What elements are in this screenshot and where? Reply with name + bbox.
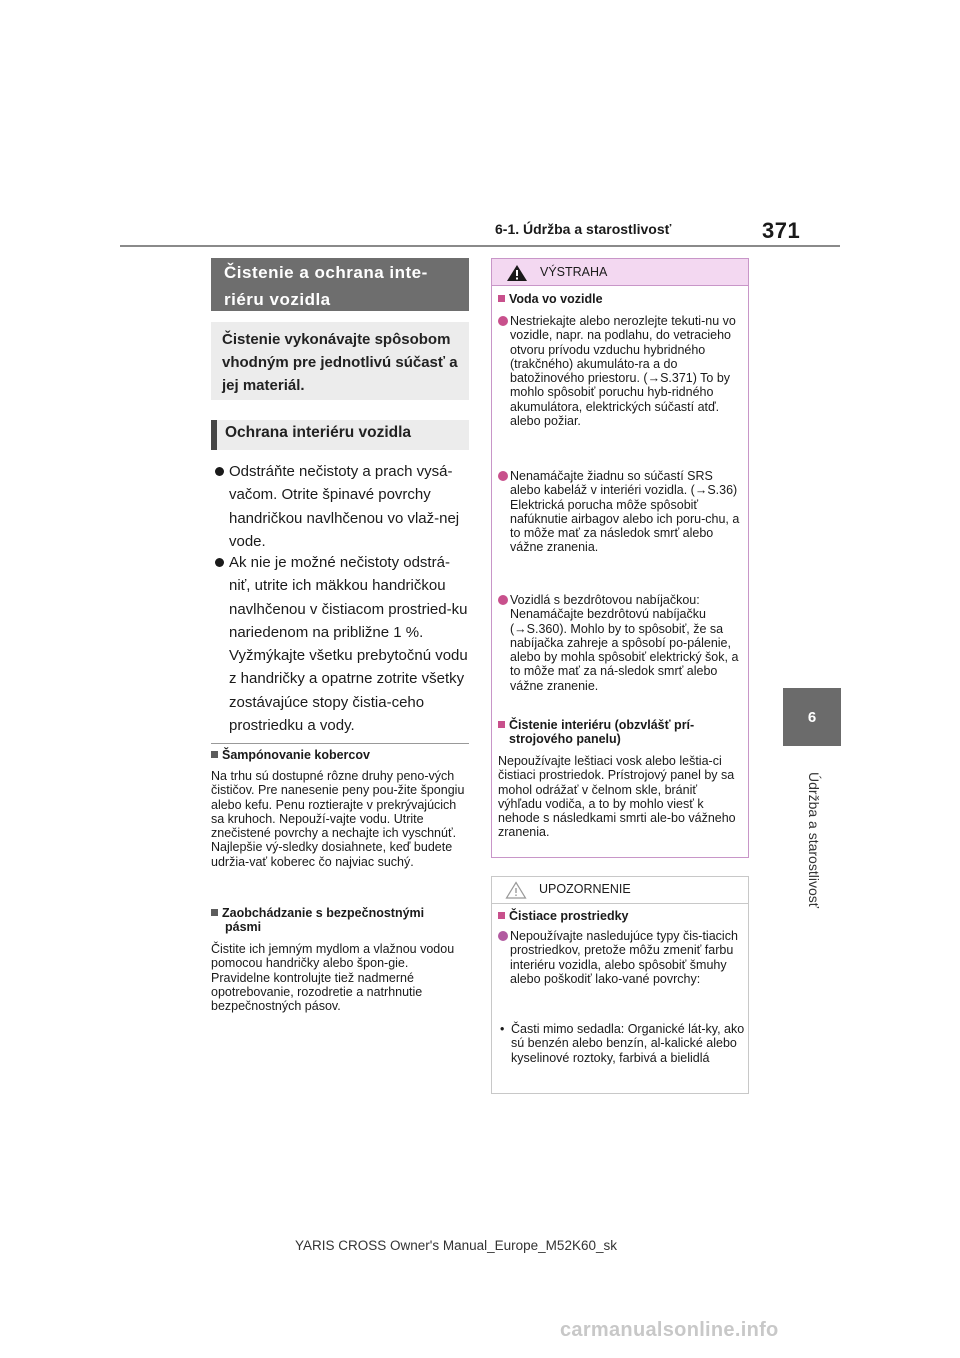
warning-clean-title: Čistenie interiéru (obzvlášť prí- strojového panelu) (498, 718, 746, 746)
warning-water-title: Voda vo vozidle (498, 292, 746, 306)
divider (211, 743, 469, 744)
chapter-label: Údržba a starostlivosť (806, 772, 822, 908)
sub-heading: Ochrana interiéru vozidla (211, 420, 469, 450)
header-rule (120, 245, 840, 247)
list-item: Ak nie je možné nečistoty odstrá-niť, utrite ich mäkkou handričkou navlhčenou v čistiacom prostried-ku nariedenom na približne 1 %. Vyžmýkajte všetku prebytočnú vodu z handričky a opatrne zotrite všetky zostávajúce stopy čistia-ceho prostriedku a vody. (213, 551, 471, 726)
warning-triangle-icon (506, 264, 528, 282)
square-bullet-icon (498, 912, 505, 919)
bullet-dot-icon (498, 595, 508, 605)
square-bullet-icon (211, 909, 218, 916)
sub-heading-bar (211, 420, 217, 450)
watermark: carmanualsonline.info (560, 1319, 779, 1341)
main-heading: Čistenie a ochrana inte-riéru vozidla (211, 258, 469, 311)
warning-header (491, 258, 749, 286)
list-item: Odstráňte nečistoty a prach vysá-vačom. Otrite špinavé povrchy handričkou navlhčenou vo vlaž-nej vode. (213, 460, 471, 554)
belts-title: Zaobchádzanie s bezpečnostnými pásmi (211, 906, 469, 934)
warning-label: VÝSTRAHA (540, 265, 608, 279)
intro-box (211, 322, 469, 400)
square-bullet-icon (211, 751, 218, 758)
square-bullet-icon (498, 295, 505, 302)
bullet-dot-icon (498, 471, 508, 481)
bullet-dot-icon (498, 316, 508, 326)
bullet-dot-icon (215, 467, 224, 476)
carpet-title: Šampónovanie kobercov (211, 748, 469, 762)
caution-title: Čistiace prostriedky (498, 909, 746, 923)
chapter-tab (783, 688, 841, 746)
chapter-number: 6 (807, 708, 817, 726)
footer-text: YARIS CROSS Owner's Manual_Europe_M52K60_sk (295, 1238, 617, 1253)
carpet-text: Na trhu sú dostupné rôzne druhy peno-vých čističov. Pre nanesenie peny pou-žite špongiu alebo kefu. Penu roztierajte v prekrývajúcich sa kruhoch. Nepouží-vajte vodu. Utrite znečistené povrchy a nechajte ich vyschnúť. Najlepšie vý-sledky dosiahnete, keď budete udržia-vať koberec čo najviac suchý. (211, 769, 465, 869)
intro-text: Čistenie vykonávajte spôsobom vhodným pre jednotlivú súčasť a jej materiál. (222, 331, 458, 394)
page-number: 371 (762, 218, 801, 243)
square-bullet-icon (498, 721, 505, 728)
caution-header (491, 876, 749, 904)
section-title: 6-1. Údržba a starostlivosť (495, 221, 672, 237)
caution-label: UPOZORNENIE (539, 882, 631, 896)
bullet-marker: • (500, 1022, 505, 1036)
caution-triangle-icon (505, 881, 527, 899)
bullet-dot-icon (215, 558, 224, 567)
bullet-dot-icon (498, 931, 508, 941)
belts-text: Čistite ich jemným mydlom a vlažnou vodou pomocou handričky alebo špon-gie. Pravidelne kontrolujte tiež nadmerné opotrebovanie, rozodretie a natrhnutie bezpečnostných pásov. (211, 942, 455, 1014)
